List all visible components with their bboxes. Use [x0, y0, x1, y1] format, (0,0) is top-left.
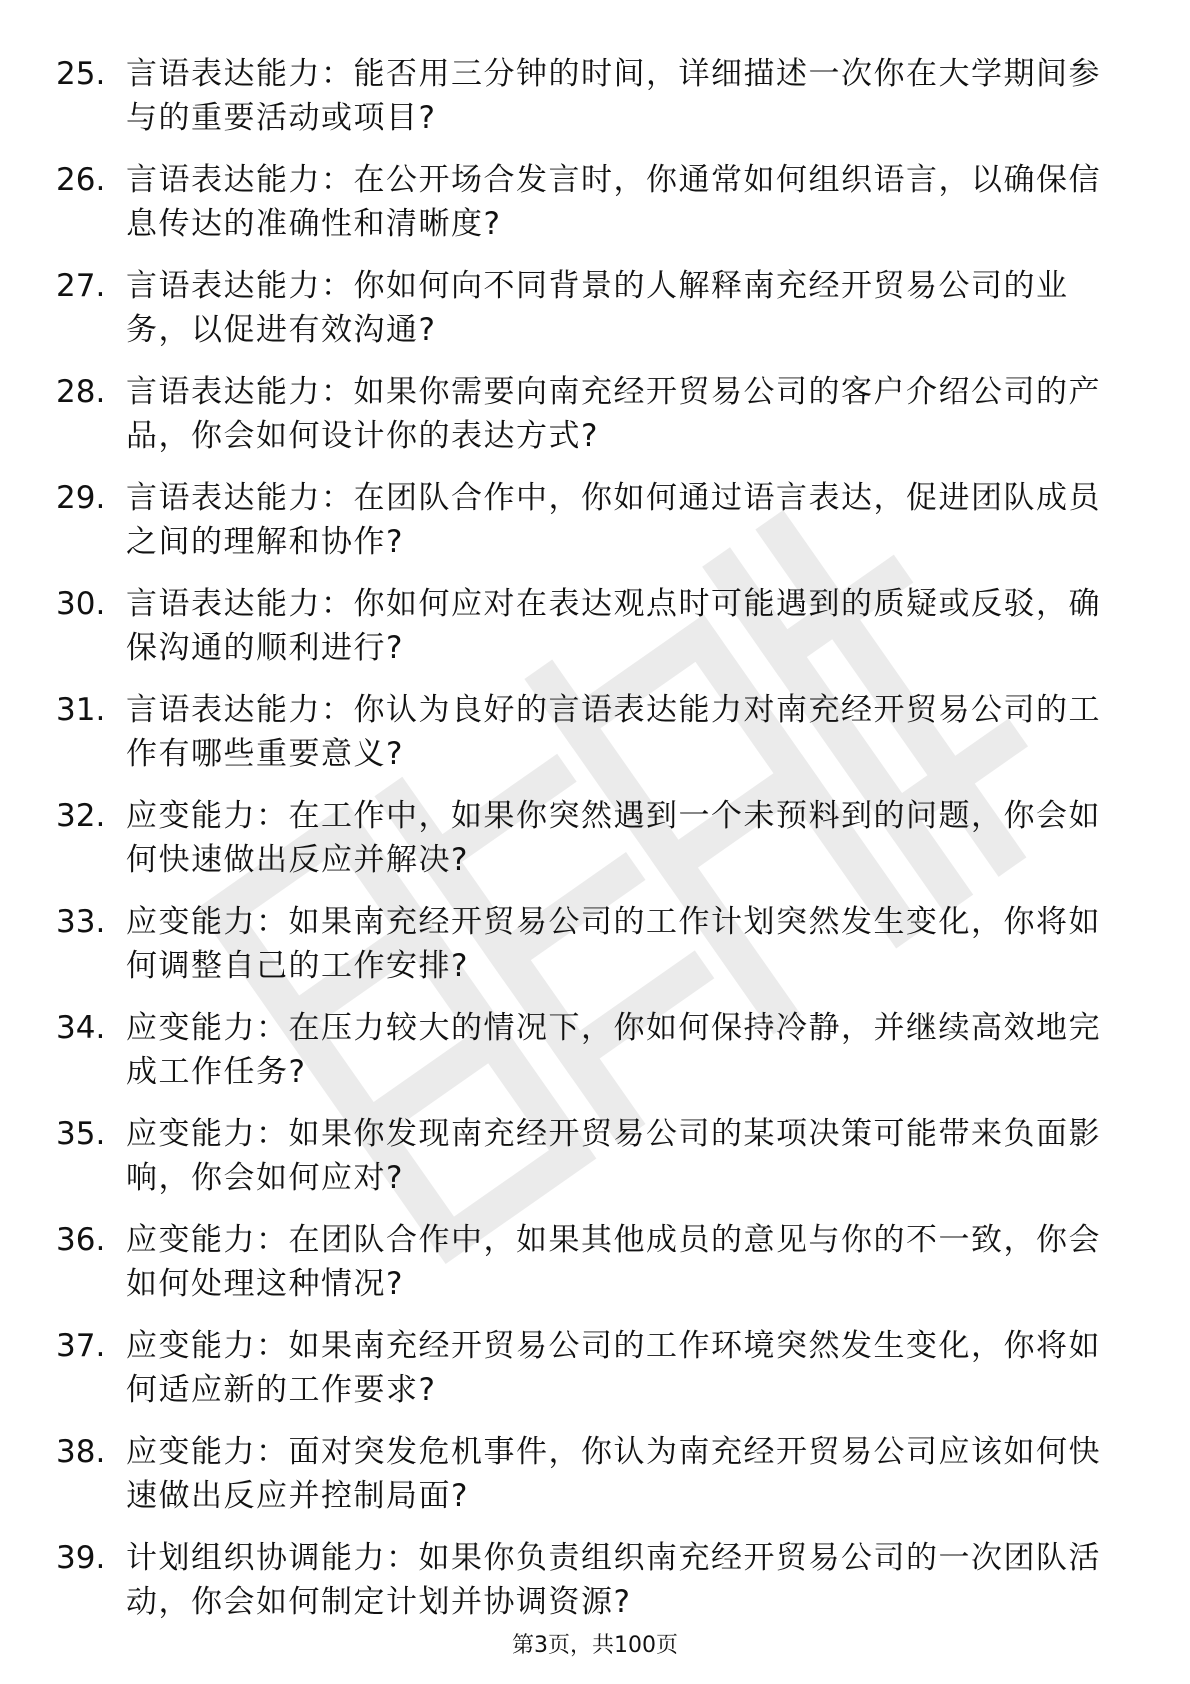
question-item-32 — [56, 794, 1116, 900]
question-item-25 — [56, 52, 1116, 158]
question-number: 29. — [56, 480, 106, 516]
question-text: 言语表达能力：能否用三分钟的时间，详细描述一次你在大学期间参与的重要活动或项目? — [126, 56, 1101, 136]
question-number: 26. — [56, 162, 106, 198]
question-number: 36. — [56, 1222, 106, 1258]
question-item-36 — [56, 1218, 1116, 1324]
question-item-29 — [56, 476, 1116, 582]
question-number: 30. — [56, 586, 106, 622]
question-text: 应变能力：在工作中，如果你突然遇到一个未预料到的问题，你会如何快速做出反应并解决? — [126, 798, 1101, 878]
question-item-28 — [56, 370, 1116, 476]
question-number: 34. — [56, 1010, 106, 1046]
question-text: 应变能力：如果你发现南充经开贸易公司的某项决策可能带来负面影响，你会如何应对? — [126, 1116, 1101, 1196]
question-number: 35. — [56, 1116, 106, 1152]
page-footer: 第3页，共100页 — [512, 1633, 678, 1658]
question-item-39 — [56, 1536, 1116, 1642]
question-number: 33. — [56, 904, 106, 940]
question-number: 27. — [56, 268, 106, 304]
question-text: 言语表达能力：如果你需要向南充经开贸易公司的客户介绍公司的产品，你会如何设计你的表达方式? — [126, 374, 1101, 454]
question-item-26 — [56, 158, 1116, 264]
question-number: 37. — [56, 1328, 106, 1364]
question-item-27 — [56, 264, 1116, 370]
question-list — [56, 52, 1116, 1642]
question-text: 应变能力：面对突发危机事件，你认为南充经开贸易公司应该如何快速做出反应并控制局面? — [126, 1434, 1101, 1514]
question-text: 计划组织协调能力：如果你负责组织南充经开贸易公司的一次团队活动，你会如何制定计划并协调资源? — [126, 1540, 1101, 1620]
question-text: 应变能力：在团队合作中，如果其他成员的意见与你的不一致，你会如何处理这种情况? — [126, 1222, 1101, 1302]
question-item-34 — [56, 1006, 1116, 1112]
question-number: 28. — [56, 374, 106, 410]
question-text: 应变能力：如果南充经开贸易公司的工作计划突然发生变化，你将如何调整自己的工作安排? — [126, 904, 1101, 984]
question-text: 言语表达能力：你如何向不同背景的人解释南充经开贸易公司的业务，以促进有效沟通? — [126, 268, 1069, 348]
question-item-30 — [56, 582, 1116, 688]
question-item-31 — [56, 688, 1116, 794]
question-text: 应变能力：在压力较大的情况下，你如何保持冷静，并继续高效地完成工作任务? — [126, 1010, 1101, 1090]
question-number: 25. — [56, 56, 106, 92]
question-item-38 — [56, 1430, 1116, 1536]
question-item-35 — [56, 1112, 1116, 1218]
question-item-33 — [56, 900, 1116, 1006]
question-item-37 — [56, 1324, 1116, 1430]
question-text: 言语表达能力：你如何应对在表达观点时可能遇到的质疑或反驳，确保沟通的顺利进行? — [126, 586, 1101, 666]
question-text: 言语表达能力：你认为良好的言语表达能力对南充经开贸易公司的工作有哪些重要意义? — [126, 692, 1101, 772]
question-text: 言语表达能力：在公开场合发言时，你通常如何组织语言，以确保信息传达的准确性和清晰度? — [126, 162, 1101, 242]
question-number: 39. — [56, 1540, 106, 1576]
question-text: 应变能力：如果南充经开贸易公司的工作环境突然发生变化，你将如何适应新的工作要求? — [126, 1328, 1101, 1408]
question-number: 32. — [56, 798, 106, 834]
question-number: 38. — [56, 1434, 106, 1470]
question-text: 言语表达能力：在团队合作中，你如何通过语言表达，促进团队成员之间的理解和协作? — [126, 480, 1101, 560]
question-number: 31. — [56, 692, 106, 728]
